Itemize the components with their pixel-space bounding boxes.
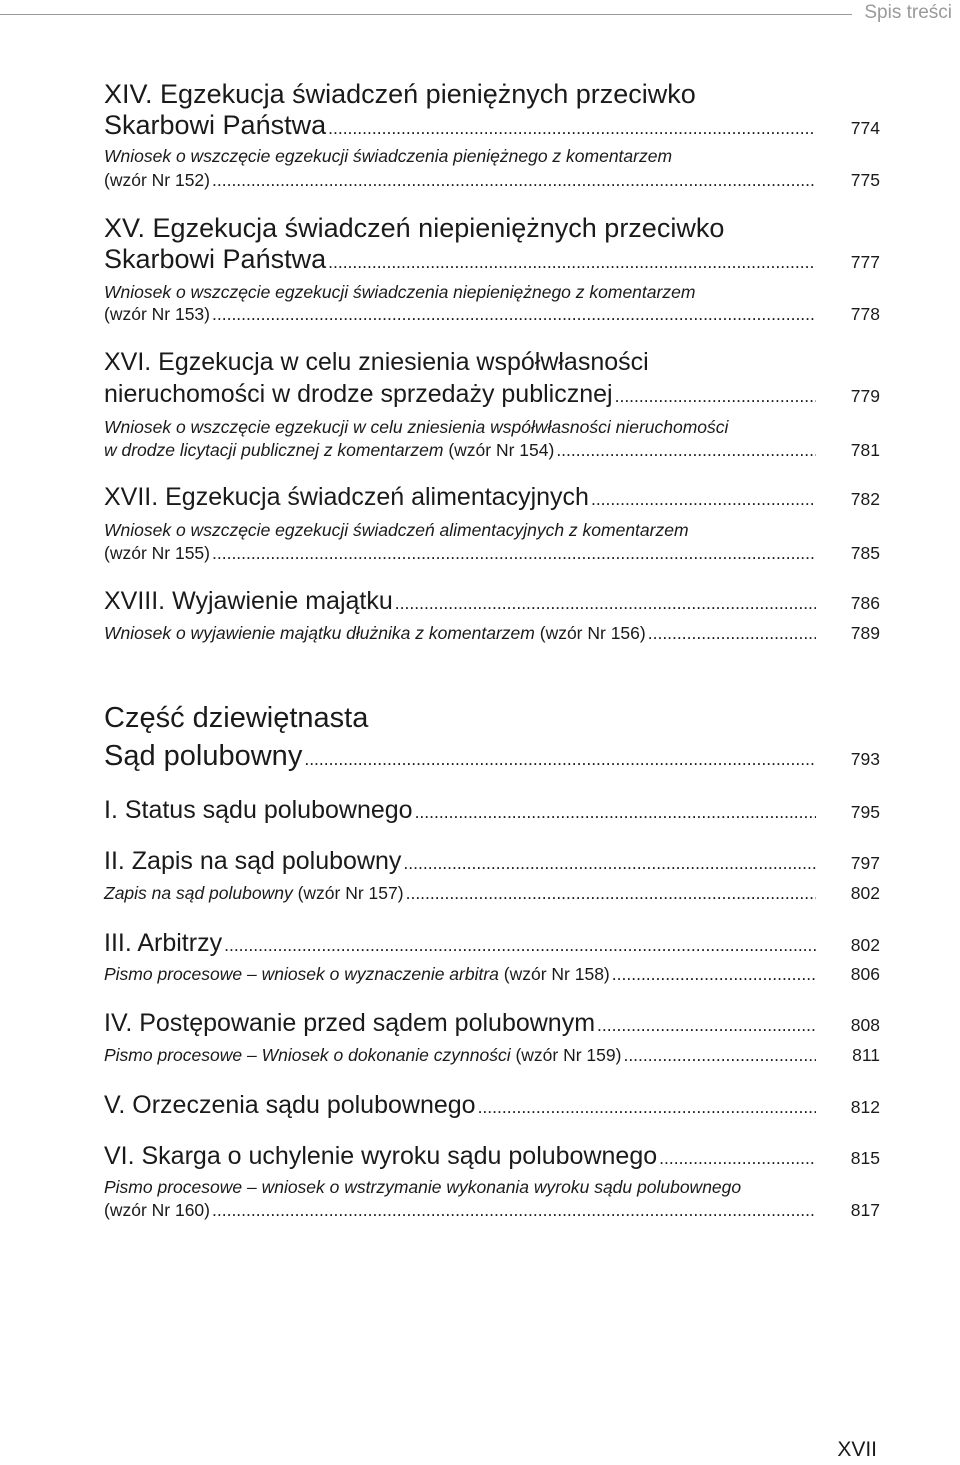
page-number: 785 [850,543,880,563]
dot-leader [615,387,816,406]
toc-subentry-form: (wzór Nr 156) [534,623,646,643]
toc-entry-xv[interactable] [104,245,880,275]
toc-subentry-title: (wzór Nr 160) [104,1200,210,1220]
toc-subentry-italic: w drodze licytacji publicznej z komentarzem [104,440,444,460]
page-number: 774 [850,118,880,138]
dot-leader [478,1098,816,1117]
toc-subentry-form: (wzór Nr 159) [510,1045,622,1065]
toc-entry-title: XVIII. Wyjawienie majątku [104,587,393,615]
toc-subentry-xvii-line1[interactable]: Wniosek o wszczęcie egzekucji świadczeń alimentacyjnych z komentarzem [104,520,689,540]
toc-entry-xv-line1[interactable]: XV. Egzekucja świadczeń niepieniężnych przeciwko [104,213,725,243]
toc-subentry-title [104,441,554,460]
page-number: 815 [850,1148,880,1168]
page-number: 775 [850,170,880,190]
page-number: 817 [850,1200,880,1220]
dot-leader [591,490,816,509]
part-heading-title: Sąd polubowny [104,740,303,772]
toc-subentry-title: (wzór Nr 153) [104,304,210,324]
toc-entry-title: Skarbowi Państwa [104,244,327,274]
toc-entry-title: III. Arbitrzy [104,929,223,957]
dot-leader [328,119,816,138]
dot-leader [212,305,816,324]
toc-subentry-ii[interactable] [104,884,880,903]
page-number: 802 [850,935,880,955]
folio-page-number: XVII [837,1438,877,1461]
part-heading[interactable] [104,741,880,773]
page-number: 778 [850,304,880,324]
toc-entry-title: IV. Postępowanie przed sądem polubownym [104,1009,596,1037]
toc-subentry-vi-line1[interactable]: Pismo procesowe – wniosek o wstrzymanie wykonania wyroku sądu polubownego [104,1177,742,1197]
page-number: 812 [850,1097,880,1117]
dot-leader [304,750,816,769]
toc-entry-title: V. Orzeczenia sądu polubownego [104,1091,476,1119]
toc-entry-title: II. Zapis na sąd polubowny [104,847,402,875]
page-number: 806 [850,964,880,984]
toc-subentry-italic: Pismo procesowe – Wniosek o dokonanie czynności [104,1045,511,1065]
toc-subentry-xv-line1[interactable]: Wniosek o wszczęcie egzekucji świadczenia niepieniężnego z komentarzem [104,282,696,302]
toc-entry-title: XVII. Egzekucja świadczeń alimentacyjnych [104,483,589,511]
toc-subentry-xvii[interactable] [104,544,880,563]
toc-entry-title: nieruchomości w drodze sprzedaży publicznej [104,380,613,408]
toc-subentry-form: (wzór Nr 157) [292,883,404,903]
page-number: 777 [850,252,880,272]
toc-entry-iv[interactable] [104,1010,880,1038]
page-number: 786 [850,593,880,613]
toc-subentry-italic: Zapis na sąd polubowny [104,883,293,903]
toc-subentry-xiv[interactable] [104,171,880,190]
toc-subentry-title [104,624,646,643]
toc-entry-xvi-line1[interactable]: XVI. Egzekucja w celu zniesienia współwłasności [104,348,649,376]
toc-subentry-xv[interactable] [104,305,880,324]
page-number: 811 [852,1045,880,1065]
toc-subentry-title: (wzór Nr 155) [104,543,210,563]
page-number: 802 [850,883,880,903]
dot-leader [212,171,816,190]
toc-subentry-xiv-line1[interactable]: Wniosek o wszczęcie egzekucji świadczenia pieniężnego z komentarzem [104,146,673,166]
toc-entry-xvi[interactable] [104,381,880,409]
page-number: 795 [850,802,880,822]
toc-entry-title: VI. Skarga o uchylenie wyroku sądu polubownego [104,1142,658,1170]
dot-leader [556,441,816,460]
toc-subentry-form: (wzór Nr 154) [443,440,555,460]
toc-entry-xvii[interactable] [104,484,880,512]
toc-entry-iii[interactable] [104,930,880,958]
page-number: 782 [850,489,880,509]
dot-leader [597,1016,816,1035]
toc-entry-ii[interactable] [104,848,880,876]
toc-entry-v[interactable] [104,1092,880,1120]
dot-leader [415,803,816,822]
dot-leader [406,884,816,903]
toc-subentry-iii[interactable] [104,965,880,984]
toc-entry-xiv[interactable] [104,111,880,141]
page-number: 808 [850,1015,880,1035]
toc-entry-i[interactable] [104,797,880,825]
toc-subentry-xvi[interactable] [104,441,880,460]
dot-leader [395,594,816,613]
toc-subentry-title [104,965,610,984]
toc-subentry-vi[interactable] [104,1201,880,1220]
part-heading-line1[interactable]: Część dziewiętnasta [104,702,369,734]
toc-subentry-title [104,884,404,903]
toc-subentry-iv[interactable] [104,1046,880,1065]
toc-subentry-xviii[interactable] [104,624,880,643]
toc-entry-xviii[interactable] [104,588,880,616]
dot-leader [224,936,816,955]
dot-leader [403,854,816,873]
toc-entry-xiv-line1[interactable]: XIV. Egzekucja świadczeń pieniężnych przeciwko [104,79,696,109]
dot-leader [212,1201,816,1220]
page-number: 797 [850,853,880,873]
dot-leader [648,624,816,643]
dot-leader [659,1149,816,1168]
header-rule [0,14,852,15]
toc-subentry-title [104,1046,621,1065]
toc-subentry-xvi-line1[interactable]: Wniosek o wszczęcie egzekucji w celu zniesienia współwłasności nieruchomości [104,417,729,437]
toc-subentry-italic: Wniosek o wyjawienie majątku dłużnika z komentarzem [104,623,535,643]
running-header-title: Spis treści [864,2,952,23]
toc-entry-title: Skarbowi Państwa [104,110,327,140]
dot-leader [612,965,816,984]
dot-leader [328,253,816,272]
toc-entry-title: I. Status sądu polubownego [104,796,413,824]
page-number: 789 [850,623,880,643]
page-number: 779 [850,386,880,406]
page-number: 793 [850,749,880,769]
dot-leader [212,544,816,563]
dot-leader [623,1046,816,1065]
page-number: 781 [850,440,880,460]
toc-subentry-italic: Pismo procesowe – wniosek o wyznaczenie arbitra [104,964,499,984]
toc-subentry-form: (wzór Nr 158) [498,964,610,984]
toc-subentry-title: (wzór Nr 152) [104,170,210,190]
toc-entry-vi[interactable] [104,1143,880,1171]
